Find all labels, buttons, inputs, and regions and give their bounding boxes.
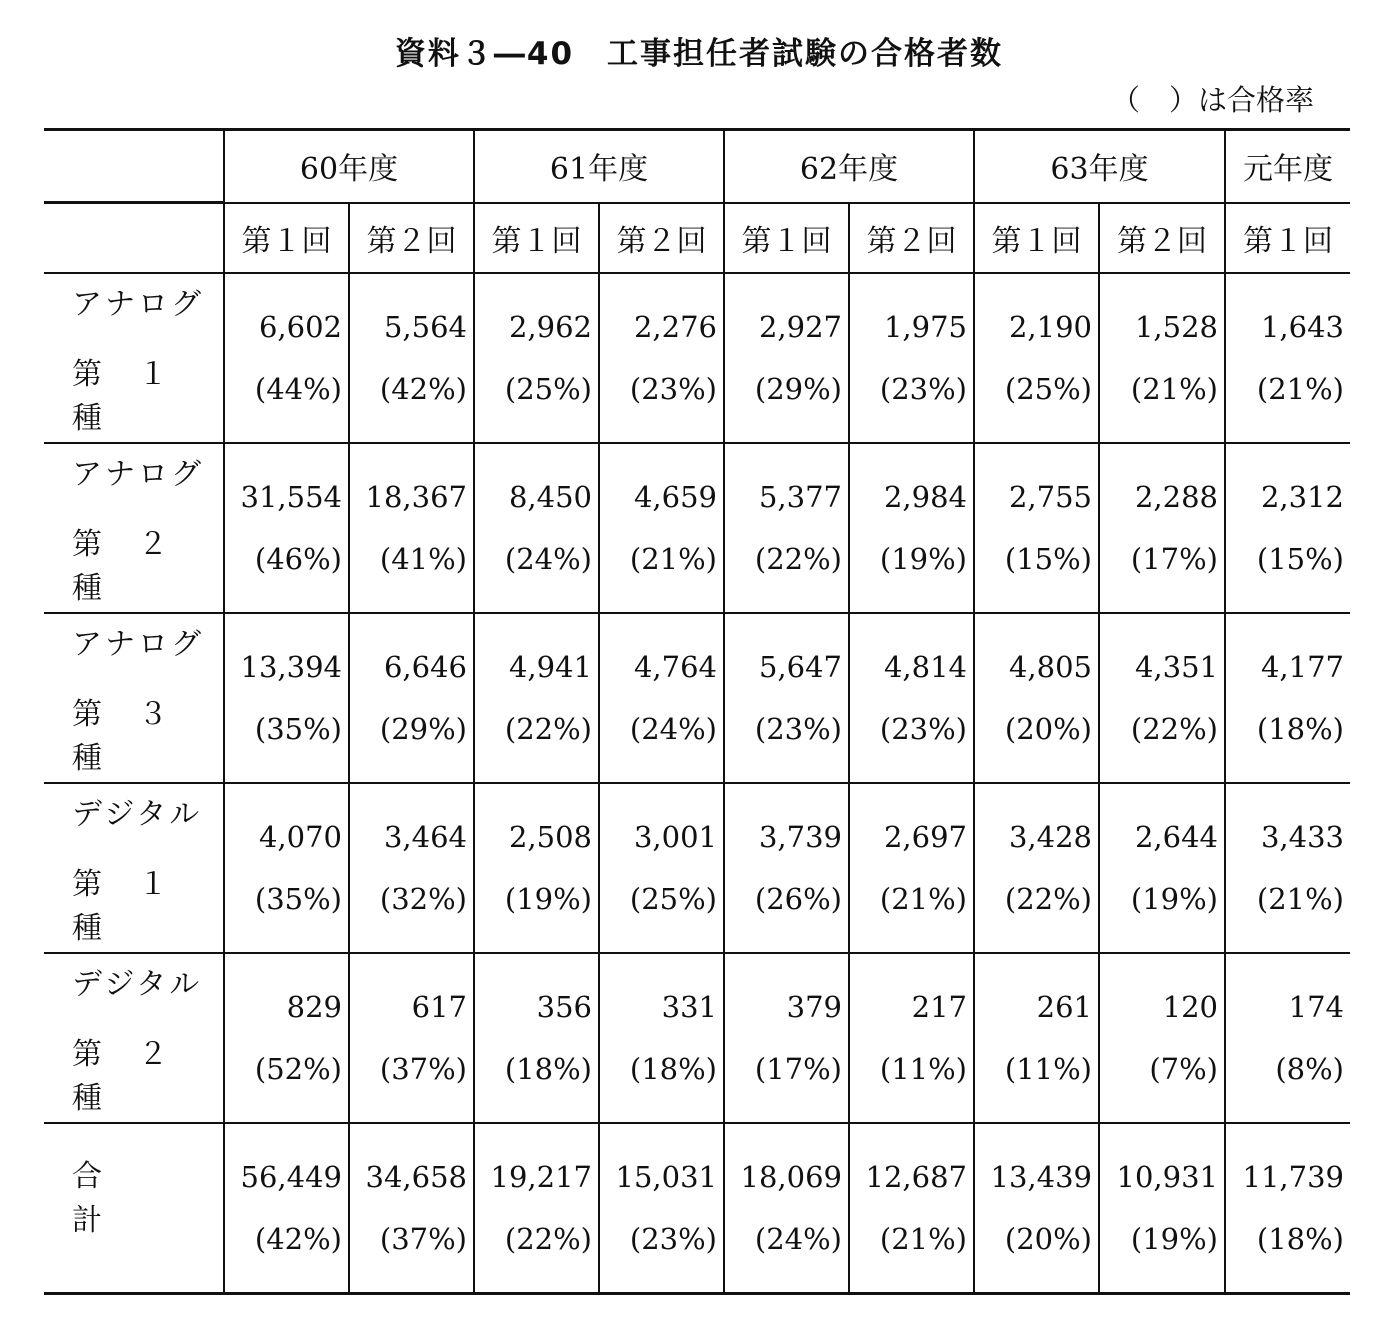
pass-rate: (32%) [379, 882, 467, 916]
passer-count: 31,554 [240, 480, 342, 514]
passer-count: 379 [786, 990, 842, 1024]
table-row [44, 273, 1350, 443]
data-cell [1225, 953, 1350, 1123]
passer-count: 3,001 [633, 820, 717, 854]
passer-count: 2,697 [883, 820, 967, 854]
session-header: 第２回 [599, 203, 724, 274]
data-cell [974, 613, 1099, 783]
corner-cell [44, 203, 224, 274]
row-label-line: 合 計 [72, 1159, 204, 1238]
row-label-line: 第 １ 種 [72, 867, 204, 946]
rate-note: （ ）は合格率 [1110, 83, 1314, 117]
pass-rate: (22%) [504, 1222, 592, 1256]
pass-rate: (11%) [879, 1052, 967, 1086]
data-cell [599, 953, 724, 1123]
data-cell [224, 613, 349, 783]
passer-count: 2,927 [758, 310, 842, 344]
pass-rate: (23%) [879, 712, 967, 746]
row-label-line: アナログ [72, 457, 204, 492]
data-cell [474, 783, 599, 953]
passer-count: 617 [411, 990, 467, 1024]
pass-rate: (18%) [1256, 1222, 1344, 1256]
passer-count: 331 [661, 990, 717, 1024]
passer-count: 6,646 [383, 650, 467, 684]
passer-count: 4,659 [633, 480, 717, 514]
data-cell [349, 1123, 474, 1294]
data-cell [1225, 613, 1350, 783]
data-cell [224, 443, 349, 613]
pass-rate: (22%) [1004, 882, 1092, 916]
pass-rate: (41%) [379, 542, 467, 576]
passer-count: 2,288 [1134, 480, 1218, 514]
pass-rate: (22%) [1130, 712, 1218, 746]
row-label [44, 613, 224, 783]
row-label [44, 443, 224, 613]
pass-rate: (21%) [879, 1222, 967, 1256]
passer-count: 13,394 [240, 650, 342, 684]
row-label [44, 273, 224, 443]
passer-count: 10,931 [1116, 1160, 1218, 1194]
pass-rate: (26%) [754, 882, 842, 916]
pass-rate: (22%) [754, 542, 842, 576]
data-cell [224, 953, 349, 1123]
pass-rate: (21%) [1130, 372, 1218, 406]
year-header: 元年度 [1225, 130, 1350, 203]
data-cell [349, 443, 474, 613]
passer-count: 2,984 [883, 480, 967, 514]
pass-rate: (24%) [629, 712, 717, 746]
passer-count: 13,439 [990, 1160, 1092, 1194]
data-cell [1099, 783, 1225, 953]
passer-count: 2,755 [1008, 480, 1092, 514]
row-label-line: デジタル [72, 797, 203, 832]
pass-rate: (23%) [629, 372, 717, 406]
pass-rate: (21%) [629, 542, 717, 576]
data-cell [349, 953, 474, 1123]
passer-count: 18,069 [740, 1160, 842, 1194]
data-cell [1225, 783, 1350, 953]
pass-rate: (42%) [254, 1222, 342, 1256]
data-cell [599, 783, 724, 953]
passer-count: 261 [1036, 990, 1092, 1024]
pass-rate: (19%) [1130, 882, 1218, 916]
year-header-row [44, 130, 1350, 203]
data-cell [474, 443, 599, 613]
pass-rate: (25%) [629, 882, 717, 916]
passer-count: 2,962 [508, 310, 592, 344]
data-cell [724, 613, 849, 783]
session-header: 第１回 [974, 203, 1099, 274]
passer-count: 56,449 [240, 1160, 342, 1194]
row-label-line: デジタル [72, 967, 203, 1002]
pass-rate: (42%) [379, 372, 467, 406]
data-cell [474, 1123, 599, 1294]
session-header: 第２回 [1099, 203, 1225, 274]
pass-rate: (21%) [1256, 372, 1344, 406]
passer-count: 3,464 [383, 820, 467, 854]
pass-rate: (19%) [879, 542, 967, 576]
pass-rate: (46%) [254, 542, 342, 576]
data-cell [849, 1123, 974, 1294]
passer-count: 4,764 [633, 650, 717, 684]
data-cell [474, 953, 599, 1123]
passer-count: 5,377 [758, 480, 842, 514]
data-cell [599, 273, 724, 443]
pass-rate: (23%) [879, 372, 967, 406]
passer-count: 4,805 [1008, 650, 1092, 684]
passer-count: 4,177 [1260, 650, 1344, 684]
passer-count: 829 [286, 990, 342, 1024]
pass-rate: (8%) [1275, 1052, 1344, 1086]
table-row [44, 953, 1350, 1123]
year-header: 60年度 [224, 130, 474, 203]
passer-count: 174 [1288, 990, 1344, 1024]
pass-rate: (7%) [1149, 1052, 1218, 1086]
passer-count: 3,433 [1260, 820, 1344, 854]
passer-count: 11,739 [1242, 1160, 1344, 1194]
pass-rate: (25%) [1004, 372, 1092, 406]
data-cell [1225, 1123, 1350, 1294]
data-cell [849, 273, 974, 443]
row-label [44, 953, 224, 1123]
pass-rate: (20%) [1004, 712, 1092, 746]
pass-rate: (18%) [629, 1052, 717, 1086]
passer-count: 120 [1162, 990, 1218, 1024]
passer-count: 4,941 [508, 650, 592, 684]
pass-rate: (35%) [254, 882, 342, 916]
data-cell [224, 273, 349, 443]
table-row [44, 1123, 1350, 1294]
passer-count: 4,070 [258, 820, 342, 854]
data-cell [974, 443, 1099, 613]
row-label-line: アナログ [72, 287, 204, 322]
passer-count: 18,367 [365, 480, 467, 514]
pass-rate: (35%) [254, 712, 342, 746]
data-cell [1225, 443, 1350, 613]
passer-count: 6,602 [258, 310, 342, 344]
data-cell [724, 443, 849, 613]
session-header-row [44, 203, 1350, 274]
passer-count: 2,508 [508, 820, 592, 854]
data-cell [974, 273, 1099, 443]
pass-rate: (29%) [379, 712, 467, 746]
data-cell [349, 273, 474, 443]
row-label-line: 第 ２ 種 [72, 527, 204, 606]
pass-rate: (19%) [1130, 1222, 1218, 1256]
pass-rate: (17%) [754, 1052, 842, 1086]
passer-count: 4,814 [883, 650, 967, 684]
pass-rate: (37%) [379, 1052, 467, 1086]
data-cell [849, 953, 974, 1123]
passer-count: 3,739 [758, 820, 842, 854]
year-header: 63年度 [974, 130, 1225, 203]
session-header: 第１回 [724, 203, 849, 274]
pass-rate: (23%) [754, 712, 842, 746]
passer-count: 2,644 [1134, 820, 1218, 854]
pass-rate: (21%) [879, 882, 967, 916]
row-label-line: アナログ [72, 627, 204, 662]
data-cell [724, 953, 849, 1123]
passer-count: 34,658 [365, 1160, 467, 1194]
session-header: 第１回 [1225, 203, 1350, 274]
data-cell [224, 783, 349, 953]
pass-rate: (20%) [1004, 1222, 1092, 1256]
data-cell [849, 783, 974, 953]
table-row [44, 443, 1350, 613]
data-cell [599, 443, 724, 613]
pass-rate: (11%) [1004, 1052, 1092, 1086]
data-cell [974, 783, 1099, 953]
session-header: 第２回 [849, 203, 974, 274]
pass-rate: (52%) [254, 1052, 342, 1086]
passer-count: 19,217 [490, 1160, 592, 1194]
passer-count: 5,647 [758, 650, 842, 684]
passer-count: 3,428 [1008, 820, 1092, 854]
passer-count: 8,450 [508, 480, 592, 514]
pass-rate: (22%) [504, 712, 592, 746]
row-label-line: 第 ３ 種 [72, 697, 204, 776]
passer-count: 217 [911, 990, 967, 1024]
data-cell [599, 613, 724, 783]
table-row [44, 783, 1350, 953]
pass-rate: (21%) [1256, 882, 1344, 916]
table-row [44, 613, 1350, 783]
data-cell [599, 1123, 724, 1294]
data-cell [474, 613, 599, 783]
passer-count: 356 [536, 990, 592, 1024]
passer-count: 1,975 [883, 310, 967, 344]
pass-rate: (24%) [504, 542, 592, 576]
data-cell [974, 1123, 1099, 1294]
data-cell [849, 443, 974, 613]
session-header: 第１回 [224, 203, 349, 274]
passer-count: 12,687 [865, 1160, 967, 1194]
passer-count: 1,643 [1260, 310, 1344, 344]
data-cell [849, 613, 974, 783]
data-cell [349, 613, 474, 783]
pass-rate: (18%) [1256, 712, 1344, 746]
session-header: 第１回 [474, 203, 599, 274]
passer-count: 4,351 [1134, 650, 1218, 684]
data-cell [1099, 1123, 1225, 1294]
pass-rate: (17%) [1130, 542, 1218, 576]
pass-rate: (29%) [754, 372, 842, 406]
data-cell [974, 953, 1099, 1123]
pass-rate: (24%) [754, 1222, 842, 1256]
results-table [44, 128, 1350, 1295]
corner-cell [44, 130, 224, 203]
data-cell [724, 1123, 849, 1294]
data-cell [349, 783, 474, 953]
passer-count: 2,190 [1008, 310, 1092, 344]
data-cell [474, 273, 599, 443]
data-cell [1099, 273, 1225, 443]
pass-rate: (23%) [629, 1222, 717, 1256]
row-label [44, 783, 224, 953]
passer-count: 5,564 [383, 310, 467, 344]
year-header: 62年度 [724, 130, 974, 203]
pass-rate: (37%) [379, 1222, 467, 1256]
data-cell [1225, 273, 1350, 443]
passer-count: 1,528 [1134, 310, 1218, 344]
year-header: 61年度 [474, 130, 724, 203]
data-cell [724, 783, 849, 953]
document-title: 資料３―40 工事担任者試験の合格者数 [394, 36, 1004, 72]
pass-rate: (25%) [504, 372, 592, 406]
passer-count: 2,276 [633, 310, 717, 344]
data-cell [224, 1123, 349, 1294]
row-label-line: 第 ２ 種 [72, 1037, 204, 1116]
session-header: 第２回 [349, 203, 474, 274]
pass-rate: (15%) [1004, 542, 1092, 576]
passer-count: 2,312 [1260, 480, 1344, 514]
pass-rate: (44%) [254, 372, 342, 406]
data-cell [1099, 443, 1225, 613]
pass-rate: (15%) [1256, 542, 1344, 576]
pass-rate: (19%) [504, 882, 592, 916]
data-cell [1099, 953, 1225, 1123]
data-cell [1099, 613, 1225, 783]
row-label [44, 1123, 224, 1294]
passer-count: 15,031 [615, 1160, 717, 1194]
data-cell [724, 273, 849, 443]
row-label-line: 第 １ 種 [72, 357, 204, 436]
pass-rate: (18%) [504, 1052, 592, 1086]
